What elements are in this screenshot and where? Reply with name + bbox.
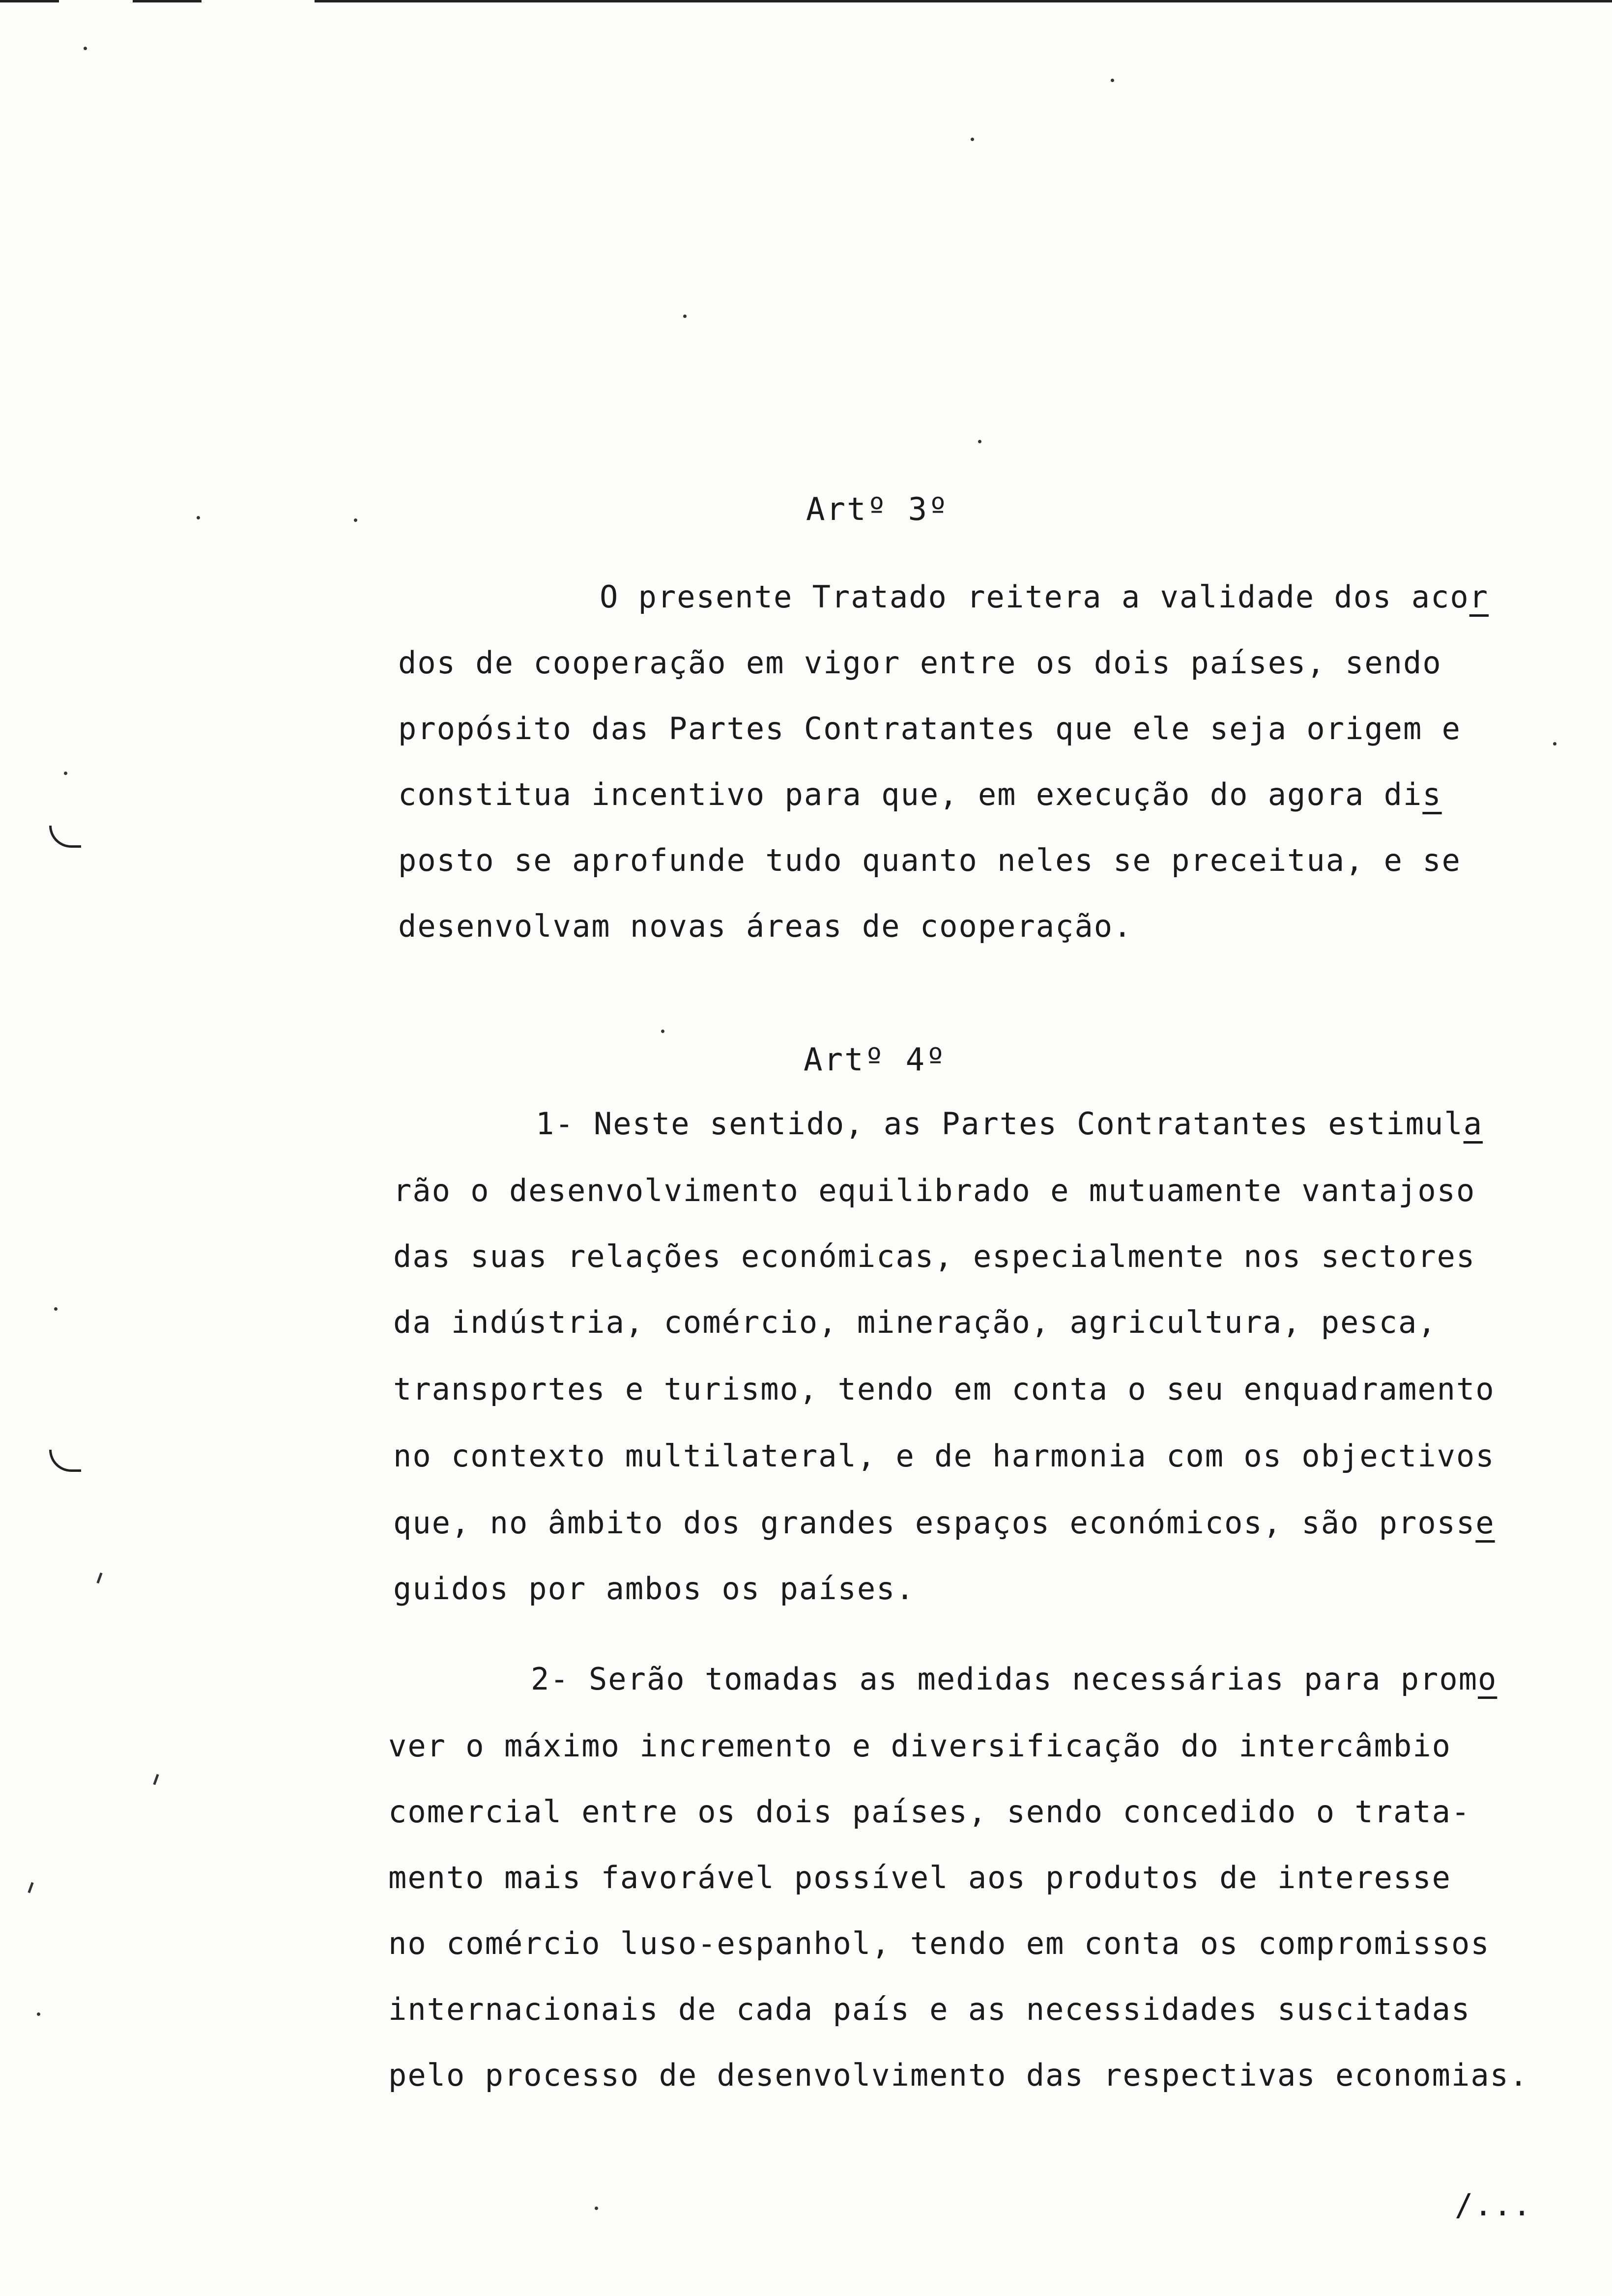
article-4-paragraph-1-line: rão o desenvolvimento equilibrado e mutuamente vantajoso	[393, 1173, 1476, 1208]
top-edge-rule	[133, 0, 202, 2]
scan-speck	[971, 138, 974, 141]
scan-speck	[595, 2207, 598, 2210]
scan-speck	[64, 772, 67, 775]
article-3-line: posto se aprofunde tudo quanto neles se preceitua, e se	[398, 842, 1461, 878]
article-4-paragraph-1-line: 1- Neste sentido, as Partes Contratantes estimula	[536, 1106, 1483, 1142]
scan-speck	[54, 1307, 58, 1311]
article-4-paragraph-1-line: que, no âmbito dos grandes espaços económicos, são prosse	[393, 1505, 1495, 1541]
scan-speck	[96, 1573, 102, 1583]
scan-speck	[28, 1882, 33, 1893]
scan-speck	[1111, 79, 1114, 82]
scan-speck	[661, 1030, 664, 1033]
article-4-paragraph-2-line: pelo processo de desenvolvimento das respectivas economias.	[388, 2057, 1529, 2093]
article-4-paragraph-2-line: no comércio luso-espanhol, tendo em conta os compromissos	[388, 1925, 1490, 1961]
article-4-paragraph-2-line: comercial entre os dois países, sendo concedido o trata-	[388, 1794, 1471, 1830]
article-3-line: propósito das Partes Contratantes que ele seja origem e	[398, 711, 1461, 746]
article-3-heading: Artº 3º	[806, 491, 949, 528]
article-4-paragraph-2-line: internacionais de cada país e as necessidades suscitadas	[388, 1991, 1471, 2027]
article-4-paragraph-1-line: transportes e turismo, tendo em conta o seu enquadramento	[393, 1371, 1495, 1407]
article-4-paragraph-2-line: 2- Serão tomadas as medidas necessárias para promo	[531, 1661, 1497, 1697]
scan-speck	[153, 1774, 159, 1785]
article-4-paragraph-2-line: mento mais favorável possível aos produtos de interesse	[388, 1860, 1451, 1895]
scan-speck	[683, 315, 687, 318]
article-4-paragraph-2-line: ver o máximo incremento e diversificação do intercâmbio	[388, 1728, 1451, 1764]
scan-speck	[1553, 742, 1556, 746]
top-edge-rule	[315, 0, 1612, 2]
article-4-paragraph-1-line: das suas relações económicas, especialmente nos sectores	[393, 1238, 1476, 1274]
article-3-line: desenvolvam novas áreas de cooperação.	[398, 908, 1133, 944]
continuation-marker: /...	[1455, 2187, 1532, 2223]
scan-speck	[37, 2012, 40, 2016]
article-4-heading: Artº 4º	[804, 1042, 947, 1078]
article-3-line: dos de cooperação em vigor entre os dois países, sendo	[398, 645, 1442, 681]
scan-speck	[978, 440, 981, 443]
article-3-line: constitua incentivo para que, em execução do agora dis	[398, 776, 1442, 812]
scan-speck	[354, 518, 357, 522]
article-4-paragraph-1-line: da indústria, comércio, mineração, agricultura, pesca,	[393, 1304, 1437, 1340]
article-3-line: O presente Tratado reitera a validade dos acor	[600, 579, 1489, 615]
article-4-paragraph-1-line: guidos por ambos os países.	[393, 1571, 915, 1607]
scan-speck	[197, 516, 200, 519]
article-4-paragraph-1-line: no contexto multilateral, e de harmonia com os objectivos	[393, 1438, 1495, 1474]
top-edge-rule	[0, 0, 59, 2]
binding-hole-mark	[49, 826, 81, 848]
binding-hole-mark	[49, 1450, 81, 1472]
scan-speck	[84, 47, 87, 50]
